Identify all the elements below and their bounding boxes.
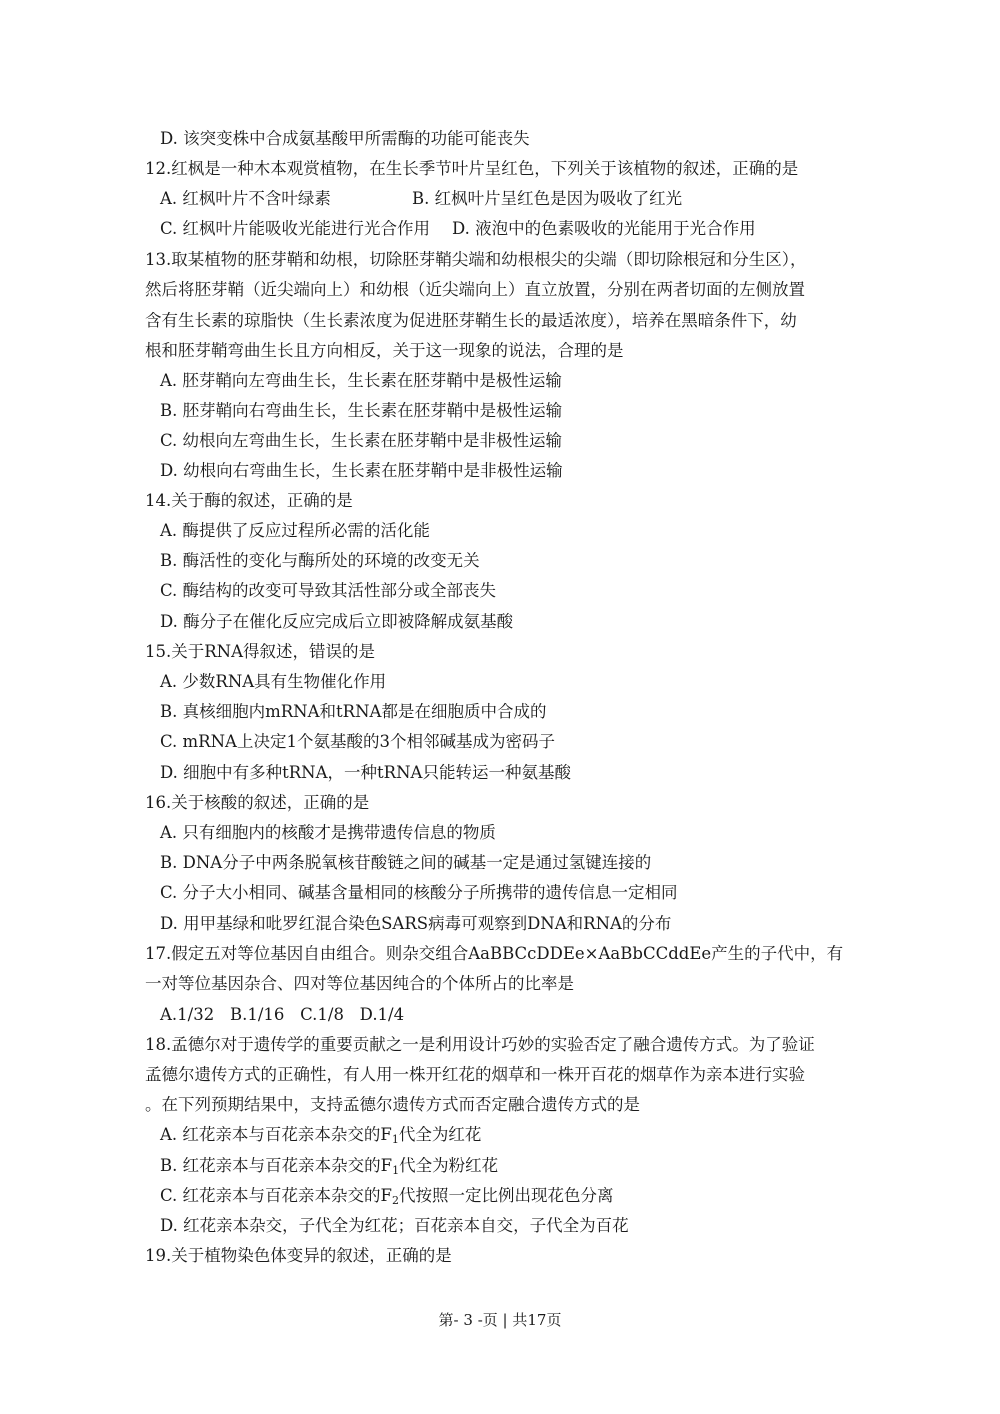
q15-stem: 15.关于RNA得叙述，错误的是 bbox=[145, 642, 376, 661]
q18-stem-line: 18.孟德尔对于遗传学的重要贡献之一是利用设计巧妙的实验否定了融合遗传方式。为了验证 bbox=[145, 1035, 815, 1054]
q13-option-c: C. 幼根向左弯曲生长，生长素在胚芽鞘中是非极性运输 bbox=[160, 431, 563, 450]
q14-option-b: B. 酶活性的变化与酶所处的环境的改变无关 bbox=[160, 551, 480, 570]
q13-option-b: B. 胚芽鞘向右弯曲生长，生长素在胚芽鞘中是极性运输 bbox=[160, 401, 563, 420]
q15-option-d: D. 细胞中有多种tRNA，一种tRNA只能转运一种氨基酸 bbox=[160, 763, 571, 782]
q15-option-b: B. 真核细胞内mRNA和tRNA都是在细胞质中合成的 bbox=[160, 702, 547, 721]
q13-stem-line: 然后将胚芽鞘（近尖端向上）和幼根（近尖端向上）直立放置，分别在两者切面的左侧放置 bbox=[145, 280, 805, 299]
q13-stem-line: 13.取某植物的胚芽鞘和幼根，切除胚芽鞘尖端和幼根根尖的尖端（即切除根冠和分生区）， bbox=[145, 250, 807, 269]
q18-option-c-text: 代按照一定比例出现花色分离 bbox=[398, 1186, 614, 1205]
subscript: 1 bbox=[392, 1164, 400, 1177]
q14-option-d: D. 酶分子在催化反应完成后立即被降解成氨基酸 bbox=[160, 612, 514, 631]
q18-stem-line: 。在下列预期结果中，支持孟德尔遗传方式而否定融合遗传方式的是 bbox=[145, 1095, 640, 1114]
q18-option-b bbox=[160, 1155, 498, 1177]
q17-stem-line: 17.假定五对等位基因自由组合。则杂交组合AaBBCcDDEe×AaBbCCddEe产生的子代中，有 bbox=[145, 944, 844, 963]
q16-option-c: C. 分子大小相同、碱基含量相同的核酸分子所携带的遗传信息一定相同 bbox=[160, 883, 678, 902]
q13-stem-line: 根和胚芽鞘弯曲生长且方向相反，关于这一现象的说法，合理的是 bbox=[145, 341, 624, 360]
q18-option-a-text: A. 红花亲本与百花亲本杂交的F bbox=[160, 1125, 392, 1144]
q16-stem: 16.关于核酸的叙述，正确的是 bbox=[145, 793, 370, 812]
q18-stem-line: 孟德尔遗传方式的正确性，有人用一株开红花的烟草和一株开百花的烟草作为亲本进行实验 bbox=[145, 1065, 805, 1084]
q18-option-a bbox=[160, 1124, 481, 1146]
page-footer: 第- 3 -页 | 共17页 bbox=[438, 1311, 562, 1329]
q12-option-d: D. 液泡中的色素吸收的光能用于光合作用 bbox=[452, 219, 756, 238]
q18-option-c-text: C. 红花亲本与百花亲本杂交的F bbox=[160, 1186, 392, 1205]
q17-options: A.1/32 B.1/16 C.1/8 D.1/4 bbox=[160, 1005, 405, 1024]
q14-stem: 14.关于酶的叙述，正确的是 bbox=[145, 491, 353, 510]
q12-option-c: C. 红枫叶片能吸收光能进行光合作用 bbox=[160, 219, 431, 238]
q12-option-b: B. 红枫叶片呈红色是因为吸收了红光 bbox=[412, 189, 683, 208]
q18-option-c bbox=[160, 1185, 613, 1207]
q15-option-a: A. 少数RNA具有生物催化作用 bbox=[160, 672, 387, 691]
q18-option-b-text: B. 红花亲本与百花亲本杂交的F bbox=[160, 1156, 393, 1175]
q14-option-c: C. 酶结构的改变可导致其活性部分或全部丧失 bbox=[160, 581, 497, 600]
q13-stem-line: 含有生长素的琼脂快（生长素浓度为促进胚芽鞘生长的最适浓度），培养在黑暗条件下，幼 bbox=[145, 311, 797, 330]
q16-option-d: D. 用甲基绿和吡罗红混合染色SARS病毒可观察到DNA和RNA的分布 bbox=[160, 914, 672, 933]
q14-option-a: A. 酶提供了反应过程所必需的活化能 bbox=[160, 521, 430, 540]
subscript: 2 bbox=[391, 1194, 399, 1207]
q12-stem: 12.红枫是一种木本观赏植物，在生长季节叶片呈红色，下列关于该植物的叙述，正确的是 bbox=[145, 159, 799, 178]
q17-stem-line: 一对等位基因杂合、四对等位基因纯合的个体所占的比率是 bbox=[145, 974, 574, 993]
subscript: 1 bbox=[391, 1133, 399, 1146]
q13-option-a: A. 胚芽鞘向左弯曲生长，生长素在胚芽鞘中是极性运输 bbox=[160, 371, 562, 390]
q11-option-d: D. 该突变株中合成氨基酸甲所需酶的功能可能丧失 bbox=[160, 129, 530, 148]
q18-option-a-text: 代全为红花 bbox=[398, 1125, 482, 1144]
q15-option-c: C. mRNA上决定1个氨基酸的3个相邻碱基成为密码子 bbox=[160, 732, 555, 751]
q18-option-b-text: 代全为粉红花 bbox=[399, 1156, 499, 1175]
q16-option-a: A. 只有细胞内的核酸才是携带遗传信息的物质 bbox=[160, 823, 496, 842]
q19-stem: 19.关于植物染色体变异的叙述，正确的是 bbox=[145, 1246, 452, 1265]
q13-option-d: D. 幼根向右弯曲生长，生长素在胚芽鞘中是非极性运输 bbox=[160, 461, 563, 480]
q18-option-d: D. 红花亲本杂交，子代全为红花；百花亲本自交，子代全为百花 bbox=[160, 1216, 629, 1235]
q16-option-b: B. DNA分子中两条脱氧核苷酸链之间的碱基一定是通过氢键连接的 bbox=[160, 853, 652, 872]
q12-option-a: A. 红枫叶片不含叶绿素 bbox=[160, 189, 331, 208]
